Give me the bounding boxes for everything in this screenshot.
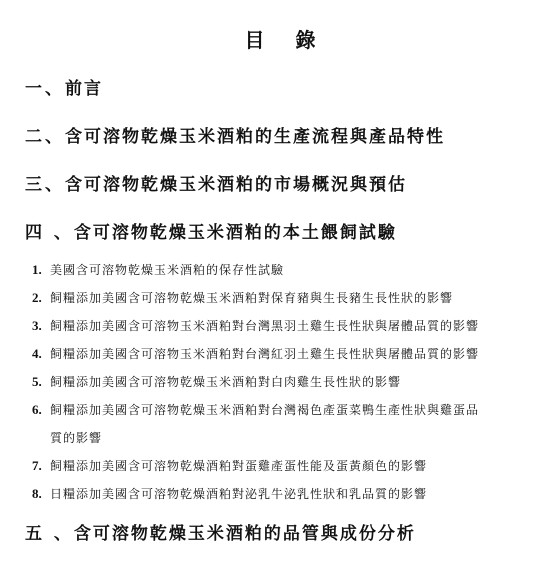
section-number: 四 、	[25, 223, 74, 243]
subitem-number: 7.	[32, 458, 42, 473]
subitem-7	[32, 457, 427, 474]
section-5	[25, 519, 416, 544]
subitem-number: 8.	[32, 486, 42, 501]
section-number: 一、	[25, 79, 65, 99]
subitem-number: 2.	[32, 290, 42, 305]
subitem-text: 美國含可溶物乾燥玉米酒粕的保存性試驗	[50, 263, 285, 277]
subitem-8	[32, 485, 427, 502]
section-text: 含可溶物乾燥玉米酒粕的本土餵飼試驗	[73, 223, 397, 243]
subitem-number: 5.	[32, 374, 42, 389]
section-text: 含可溶物乾燥玉米酒粕的生產流程與產品特性	[65, 127, 445, 147]
subitem-3	[32, 317, 479, 334]
section-4	[25, 218, 397, 243]
subitem-text: 飼糧添加美國含可溶物乾燥玉米酒粕對白肉雞生長性狀的影響	[50, 375, 402, 389]
subitem-text: 飼糧添加美國含可溶物乾燥酒粕對蛋雞產蛋性能及蛋黃顏色的影響	[50, 459, 428, 473]
subitem-number: 3.	[32, 318, 42, 333]
subitem-number: 4.	[32, 346, 42, 361]
section-number: 五 、	[25, 524, 74, 544]
section-number: 三、	[25, 175, 65, 195]
section-text: 含可溶物乾燥玉米酒粕的品管與成份分析	[73, 524, 416, 544]
section-text: 前言	[65, 79, 103, 99]
subitem-text: 飼糧添加美國含可溶物乾燥玉米酒粕對保育豬與生長豬生長性狀的影響	[50, 291, 454, 305]
subitem-text: 飼糧添加美國含可溶物乾燥玉米酒粕對台灣褐色產蛋菜鴨生產性狀與雞蛋品	[50, 403, 480, 417]
section-2	[25, 122, 445, 147]
section-1	[25, 74, 103, 99]
subitem-text: 日糧添加美國含可溶物乾燥酒粕對泌乳牛泌乳性狀和乳品質的影響	[50, 487, 428, 501]
subitem-4	[32, 345, 479, 362]
subitem-5	[32, 373, 401, 390]
section-number: 二、	[25, 127, 65, 147]
subitem-2	[32, 289, 453, 306]
subitem-number: 1.	[32, 262, 42, 277]
section-3	[25, 170, 407, 195]
subitem-6	[32, 401, 479, 418]
subitem-text: 飼糧添加美國含可溶物玉米酒粕對台灣黑羽土雞生長性狀與屠體品質的影響	[50, 319, 480, 333]
section-text: 含可溶物乾燥玉米酒粕的市場概況與預估	[65, 175, 407, 195]
subitem-1	[32, 261, 284, 278]
subitem-6-continuation: 質的影響	[50, 431, 103, 445]
subitem-text: 飼糧添加美國含可溶物玉米酒粕對台灣紅羽土雞生長性狀與屠體品質的影響	[50, 347, 480, 361]
subitem-number: 6.	[32, 402, 42, 417]
page-title: 目 錄	[244, 28, 328, 52]
